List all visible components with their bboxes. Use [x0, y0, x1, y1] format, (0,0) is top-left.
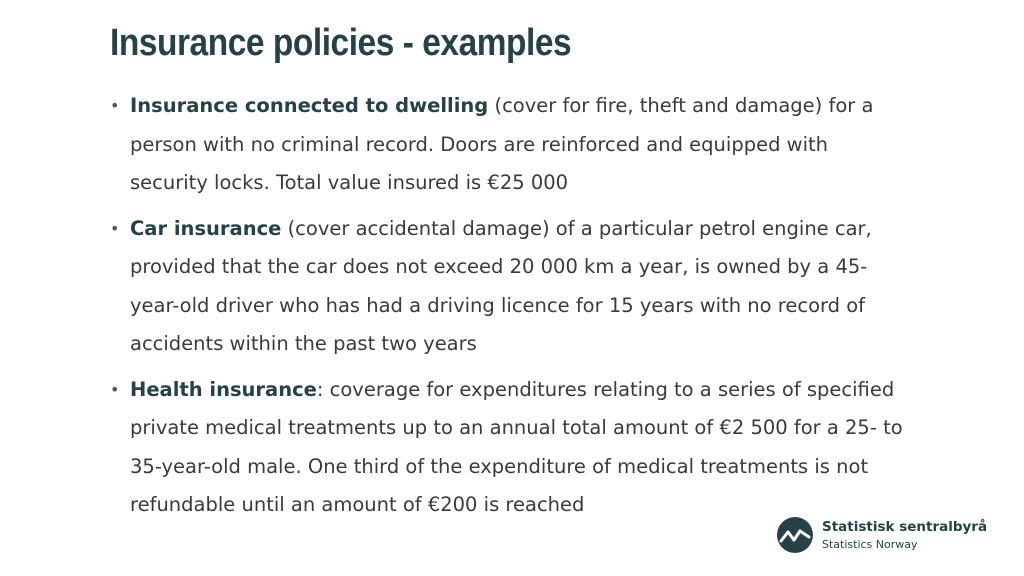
bullet-lead: Insurance connected to dwelling: [130, 94, 489, 117]
bullet-text: (cover accidental damage) of a particular petrol engine car, provided that the car does not exceed 20 000 km a year, is owned by a 45-year-old driver who has had a driving licence for 15 years with no record of accidents within the past two years: [130, 216, 872, 355]
bullet-dot-icon: •: [110, 218, 120, 238]
bullet-item-car: [110, 210, 910, 364]
bullet-item-health: [110, 371, 910, 525]
logo-name: Statistisk sentralbyrå: [822, 519, 988, 535]
ssb-logo-icon: [776, 516, 814, 554]
bullet-lead: Car insurance: [130, 216, 282, 240]
bullet-list: [110, 87, 910, 532]
bullet-text: : coverage for expenditures relating to a series of specified private medical treatments up to an annual total amount of €2 500 for a 25- to 35-year-old male. One third of the expenditure of medical treatments is not refundable until an amount of €200 is reached: [130, 377, 903, 516]
ssb-logo: [776, 516, 986, 556]
bullet-dot-icon: •: [110, 379, 120, 399]
slide-title: Insurance policies - examples: [110, 22, 572, 64]
bullet-text: (cover for fire, theft and damage) for a person with no criminal record. Doors are reinforced and equipped with security locks. Total value insured is €25 000: [130, 94, 874, 194]
bullet-dot-icon: •: [110, 96, 120, 115]
logo-subtitle: Statistics Norway: [822, 538, 918, 551]
bullet-item-dwelling: [110, 87, 910, 203]
bullet-lead: Health insurance: [130, 377, 317, 401]
